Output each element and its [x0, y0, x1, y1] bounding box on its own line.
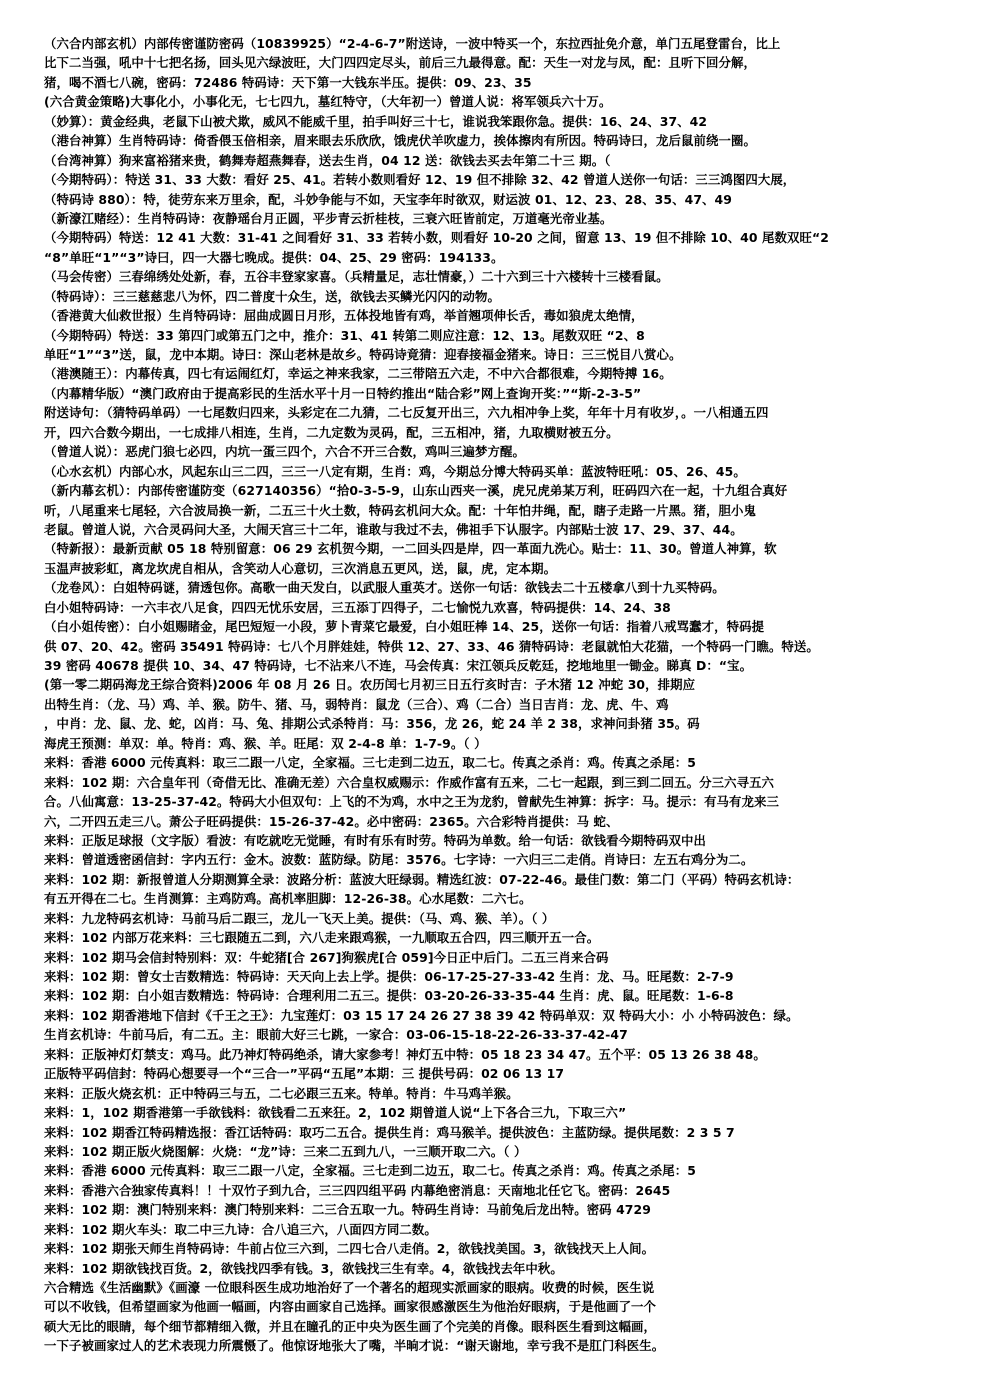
- text-line: （特码诗 880）：特，徒劳东来万里余，配，斗妙争能与不如，天宝李年时欲双，财运波 01、12、23、28、35、47、49: [44, 191, 732, 207]
- text-line: 附送诗句：（猜特码单码）一七尾数归四来，头彩定在二九猜，二七反复开出三，六九相冲争上奖，年年十月有收岁，。一八相通五四: [44, 405, 769, 421]
- text-line: 老鼠。曾道人说，六合灵码问大圣，大闹天宫三十二年，谁敢与我过不去，佛祖手下认服字。内部贴士波 17、29、37、44。: [44, 521, 743, 537]
- text-line: （内幕精华版）“澳门政府由于提高彩民的生活水平十月一日特约推出“陆合彩”网上查询开奖：”“斯-2-3-5”: [44, 385, 642, 401]
- text-line: 合。八仙寓意：13-25-37-42。特码大小但双句：上飞的不为鸡，水中之王为龙豹，曾献先生神算：拆字：马。提示：有马有龙来三: [44, 794, 780, 810]
- text-line: 来料：102 期：新报曾道人分期测算全录：波路分析：蓝波大旺绿弱。精选红波：07-22-46。最佳门数：第二门（平码）特码玄机诗：: [44, 871, 800, 887]
- text-line: 正版特平码信封：特码心想要寻一个“三合一”平码“五尾”本期：三 提供号码：02 06 13 17: [44, 1066, 565, 1082]
- text-line: 来料：102 期火车头：取二中三九诗：合八追三六，八面四方同二数。: [44, 1221, 437, 1237]
- text-line: (六合黄金策略)大事化小，小事化无，七七四九，墓红特守，（大年初一）曾道人说：将军领兵六十万。: [44, 94, 612, 110]
- text-line: 白小姐特码诗：一六丰衣八足食，四四无忧乐安居，三五添丁四得子，二七愉悦九欢喜，特码提供：14、24、38: [44, 599, 671, 615]
- text-line: 开，四六合数今期出，一七成排八相连，生肖，二九定数为灵码，配，三五相冲，猪，九取横财被五分。: [44, 424, 619, 440]
- text-line: 来料：102 期香港地下信封《千王之王》：九宝莲灯：03 15 17 24 26 27 38 39 42 特码单双：双 特码大小：小 小特码波色：绿。: [44, 1007, 799, 1023]
- text-line: 来料：正版神灯灯禁支：鸡马。此乃神灯特码绝杀，请大家参考！神灯五中特：05 18 23 34 47。五个平：05 13 26 38 48。: [44, 1046, 766, 1062]
- text-line: （今期特码）特送：33 第四门或第五门之中，推介：31、41 转第二则应注意：12、13。尾数双旺 “2、8: [44, 327, 645, 343]
- text-line: 生肖玄机诗：牛前马后，有二五。主：眼前大好三七跳，一家合：03-06-15-18-22-26-33-37-42-47: [44, 1027, 628, 1043]
- text-line: 玉温声披彩虹，离龙坎虎自相从，含笑动人心意切，三次消息五更风，送，鼠，虎，定本期。: [44, 560, 557, 576]
- text-line: 来料：102 期：白小姐吉数精选：特码诗：合理利用二五三。提供：03-20-26-33-35-44 生肖：虎、鼠。旺尾数：1-6-8: [44, 988, 734, 1004]
- text-line: （曾道人说）：恶虎门狼七必四，内坑一蛋三四个，六合不开三合数，鸡叫三遍梦方醒。: [44, 444, 525, 460]
- text-line: （六合内部玄机）内部传密谨防密码（10839925）“2-4-6-7”附送诗，一波中特买一个，东拉西扯免介意，单门五尾登雷台，比上: [44, 36, 781, 51]
- text-line: 海虎王预测：单双：单。特肖：鸡、猴、羊。旺尾：双 2-4-8 单：1-7-9。（ ）: [44, 735, 487, 751]
- text-line: 来料：九龙特码玄机诗：马前马后二跟三，龙儿一飞天上美。提供：（马、鸡、猴、羊）。（ ）: [44, 910, 555, 926]
- text-line: 39 密码 40678 提供 10、34、47 特码诗，七不沾来八不连，马会传真：宋江领兵反乾廷，挖地地里一锄金。睇真 D：“宝。: [44, 658, 753, 673]
- text-line: 来料：香港 6000 元传真料：取三二跟一八定，全家福。三七走到二边五，取二七。传真之杀肖：鸡。传真之杀尾：5: [44, 1163, 696, 1179]
- text-line: （特新报）：最新贡献 05 18 特别留意：06 29 玄机贺今期，一二回头四是岸，四一革面九洗心。贴士：11、30。曾道人神算，软: [44, 541, 777, 557]
- text-line: （马会传密）三春绵绣处处新，春，五谷丰登家家喜。（兵精量足，志壮情豪，）二十六到三十六楼转十三楼看鼠。: [44, 269, 669, 285]
- text-line: 来料：102 期欲钱找百货。2，欲钱找四季有钱。3，欲钱找三生有幸。4，欲钱找去年中秋。: [44, 1260, 563, 1276]
- text-line: 来料：正版足球报（文字版）看波：有吃就吃无觉睡，有时有乐有时劳。特码为单数。给一句话：欲钱看今期特码双中出: [44, 832, 707, 848]
- text-line: 硕大无比的眼睛，每个细节都精细入微，并且在瞳孔的正中央为医生画了个完美的肖像。眼科医生看到这幅画，: [44, 1318, 657, 1334]
- text-line: 比下二当强，吼中十七把名扬，回头见六绿波旺，大门四四定尽头，前后三九最得意。配：天生一对龙与凤，配：且听下回分解，: [44, 55, 756, 71]
- text-line: （港台神算）生肖特码诗：倚香偎玉倍相亲，眉来眼去乐欣欣，饿虎伏羊吹虚力，挨体擦肉有所因。特码诗曰，龙后鼠前绕一圈。: [44, 133, 756, 149]
- text-line: 来料：102 期：曾女士吉数精选：特码诗：天天向上去上学。提供：06-17-25-27-33-42 生肖：龙、马。旺尾数：2-7-9: [44, 969, 734, 984]
- text-line: 有五开得在二七。生肖测算：主鸡防鸡。高机率胆脚：12-26-38。心水尾数：二六七。: [44, 891, 532, 907]
- text-line: （心水玄机）内部心水，风起东山三二四，三三一八定有期，生肖：鸡，今期总分博大特码买单：蓝波特旺吼：05、26、45。: [44, 463, 746, 479]
- text-line: （新内幕玄机）：内部传密谨防变（627140356）“拾0-3-5-9，山东山西夹一溪，虎兄虎弟某万利，旺码四六在一起，十九组合真好: [44, 483, 788, 499]
- text-line: 单旺“1”“3”送，鼠，龙中本期。诗曰：深山老林是故乡。特码诗竟猜：迎春接福金猪来。诗日：三三悦目八赏心。: [44, 347, 682, 362]
- text-line: （龙卷风）：白姐特码谜，猜透包你。高歌一曲天发白，以武服人重英才。送你一句话：欲钱去二十五楼拿八到十九买特码。: [44, 580, 725, 596]
- text-line: 来料：1，102 期香港第一手欲钱料：欲钱看二五来狂。2，102 期曾道人说“上下各合三九，下取三六”: [44, 1105, 627, 1121]
- text-line: 出特生肖：（龙、马）鸡、羊、猴。防牛、猪、马，弱特肖：鼠龙（三合）、鸡（二合）当日吉肖：龙、虎、牛、鸡: [44, 696, 669, 712]
- text-line: 来料：102 期马会信封特别料：双：牛蛇猪[合 267]狗猴虎[合 059]今日正中后门。二五三肖来合码: [44, 949, 609, 965]
- text-line: （港澳随王）：内幕传真，四七有运闹红灯，幸运之神来我家，二三带陪五六走，不中六合都很难，今期特搏 16。: [44, 366, 672, 382]
- text-line: （新濠江赌经）：生肖特码诗：夜静瑶台月正圆，平步青云折桂枝，三衰六旺皆前定，万道毫光帝业基。: [44, 210, 613, 226]
- text-line: （妙算）：黄金经典，老鼠下山被犬欺，威风不能威千里，拍手叫好三十七，谁说我笨跟你急。提供：16、24、37、42: [44, 113, 708, 129]
- text-line: “8”单旺“1”“3”诗曰，四一大器七晚成。提供：04、25、29 密码：194133。: [44, 249, 504, 265]
- text-line: 六合精选《生活幽默》《画濠 一位眼科医生成功地治好了一个著名的超现实派画家的眼病。收费的时候，医生说: [44, 1280, 655, 1295]
- text-line: （特码诗）：三三慈慈悲八为怀，四二普度十众生，送，欲钱去买鳞光闪闪的动物。: [44, 288, 500, 304]
- text-line: 来料：曾道透密函信封：字内五行：金木。波数：蓝防绿。防尾：3576。七字诗：一六归三二走俏。肖诗曰：左五右鸡分为二。: [44, 852, 754, 868]
- text-line: 供 07、20、42。密码 35491 特码诗：七八个月胖娃娃，特供 12、27、33、46 猜特码诗：老鼠就怕大花猫，一个特码一门瞧。特送。: [44, 638, 819, 654]
- text-line: (第一零二期码海龙王综合资料)2006 年 08 月 26 日。农历闰七月初三日五行亥时吉：子木猪 12 冲蛇 30，排期应: [44, 677, 696, 693]
- text-line: 来料：102 期：六合皇年刊（奇借无比、准确无差）六合皇权威赐示：作威作富有五来，二七一起跟，到三到二回五。分三六寻五六: [44, 774, 775, 790]
- text-line: 可以不收钱，但希望画家为他画一幅画，内容由画家自己选择。画家很感激医生为他治好眼病，于是他画了一个: [44, 1299, 657, 1315]
- text-line: 听，八尾重来七尾轻，六合波局换一新，二五三十火土数，特码玄机问大众。配：十年怕井绳，配，瞎子走路一片黑。猪，胆小鬼: [44, 502, 756, 518]
- text-line: 来料：香港六合独家传真料！！十双竹子到九合，三三四四组平码 内幕绝密消息：天南地北任它飞。密码：2645: [44, 1182, 671, 1198]
- text-line: （今期特码）：特送 31、33 大数：看好 25、41。若转小数则看好 12、19 但不排除 32、42 曾道人送你一句话：三三鸿图四大展，: [44, 172, 796, 188]
- text-line: 来料：102 期：澳门特别来料：澳门特别来料：二三合五取一九。特码生肖诗：马前兔后龙出特。密码 4729: [44, 1202, 651, 1218]
- text-line: 来料：102 期香江特码精选报：香江话特码：取巧二五合。提供生肖：鸡马猴羊。提供波色：主蓝防绿。提供尾数：2 3 5 7: [44, 1124, 735, 1140]
- text-line: 六，二开四五走三八。萧公子旺码提供：15-26-37-42。必中密码：2365。六合彩特肖提供：马 蛇、: [44, 813, 619, 829]
- text-line: 来料：102 期张天师生肖特码诗：牛前占位三六到，二四七合八走俏。2，欲钱找美国。3，欲钱找天上人间。: [44, 1241, 655, 1257]
- text-line: 来料：102 期正版火烧图解：火烧：“龙”诗：三来二五到九八，一三顺开取二六。（ ）: [44, 1143, 527, 1159]
- text-line: （香港黄大仙救世报）生肖特码诗：屈曲成圆日月形，五体投地皆有鸡，举首翘项伸长舌，毒如狼虎太绝情，: [44, 308, 644, 324]
- text-line: 来料：102 内部万花来料：三七跟随五二到，六八走来跟鸡猴，一九顺取五合四，四三顺开五一合。: [44, 930, 600, 946]
- text-line: ，中肖：龙、鼠、龙、蛇，凶肖：马、兔、排期公式杀特肖：马：356，龙 26，蛇 24 羊 2 38，求神问卦猪 35。码: [44, 716, 700, 732]
- text-line: 来料：正版火烧玄机：正中特码三与五，二七必跟三五来。特单。特肖：牛马鸡羊猴。: [44, 1085, 519, 1101]
- text-line: 猪，喝不酒七八碗，密码：72486 特码诗：天下第一大钱东半压。提供：09、23、35: [44, 74, 532, 90]
- text-line: 来料：香港 6000 元传真料：取三二跟一八定，全家福。三七走到二边五，取二七。传真之杀肖：鸡。传真之杀尾：5: [44, 755, 696, 771]
- text-line: 一下子被画家过人的艺术表现力所震慑了。他惊讶地张大了嘴，半晌才说：“谢天谢地，幸亏我不是肛门科医生。: [44, 1338, 665, 1354]
- text-line: （台湾神算）狗来富裕猪来贵，鹤舞寿超燕舞春，送去生肖，04 12 送：欲钱去买去年第二十三 期。（: [44, 152, 611, 168]
- text-line: （今期特码）特送：12 41 大数：31-41 之间看好 31、33 若转小数，则看好 10-20 之间，留意 13、19 但不排除 10、40 尾数双旺“2: [44, 230, 829, 246]
- text-line: （白小姐传密）：白小姐赐睹金，尾巴短短一小段，萝卜青菜它最爱，白小姐旺棒 14、25，送你一句话：指着八戒骂蠢才，特码提: [44, 619, 765, 635]
